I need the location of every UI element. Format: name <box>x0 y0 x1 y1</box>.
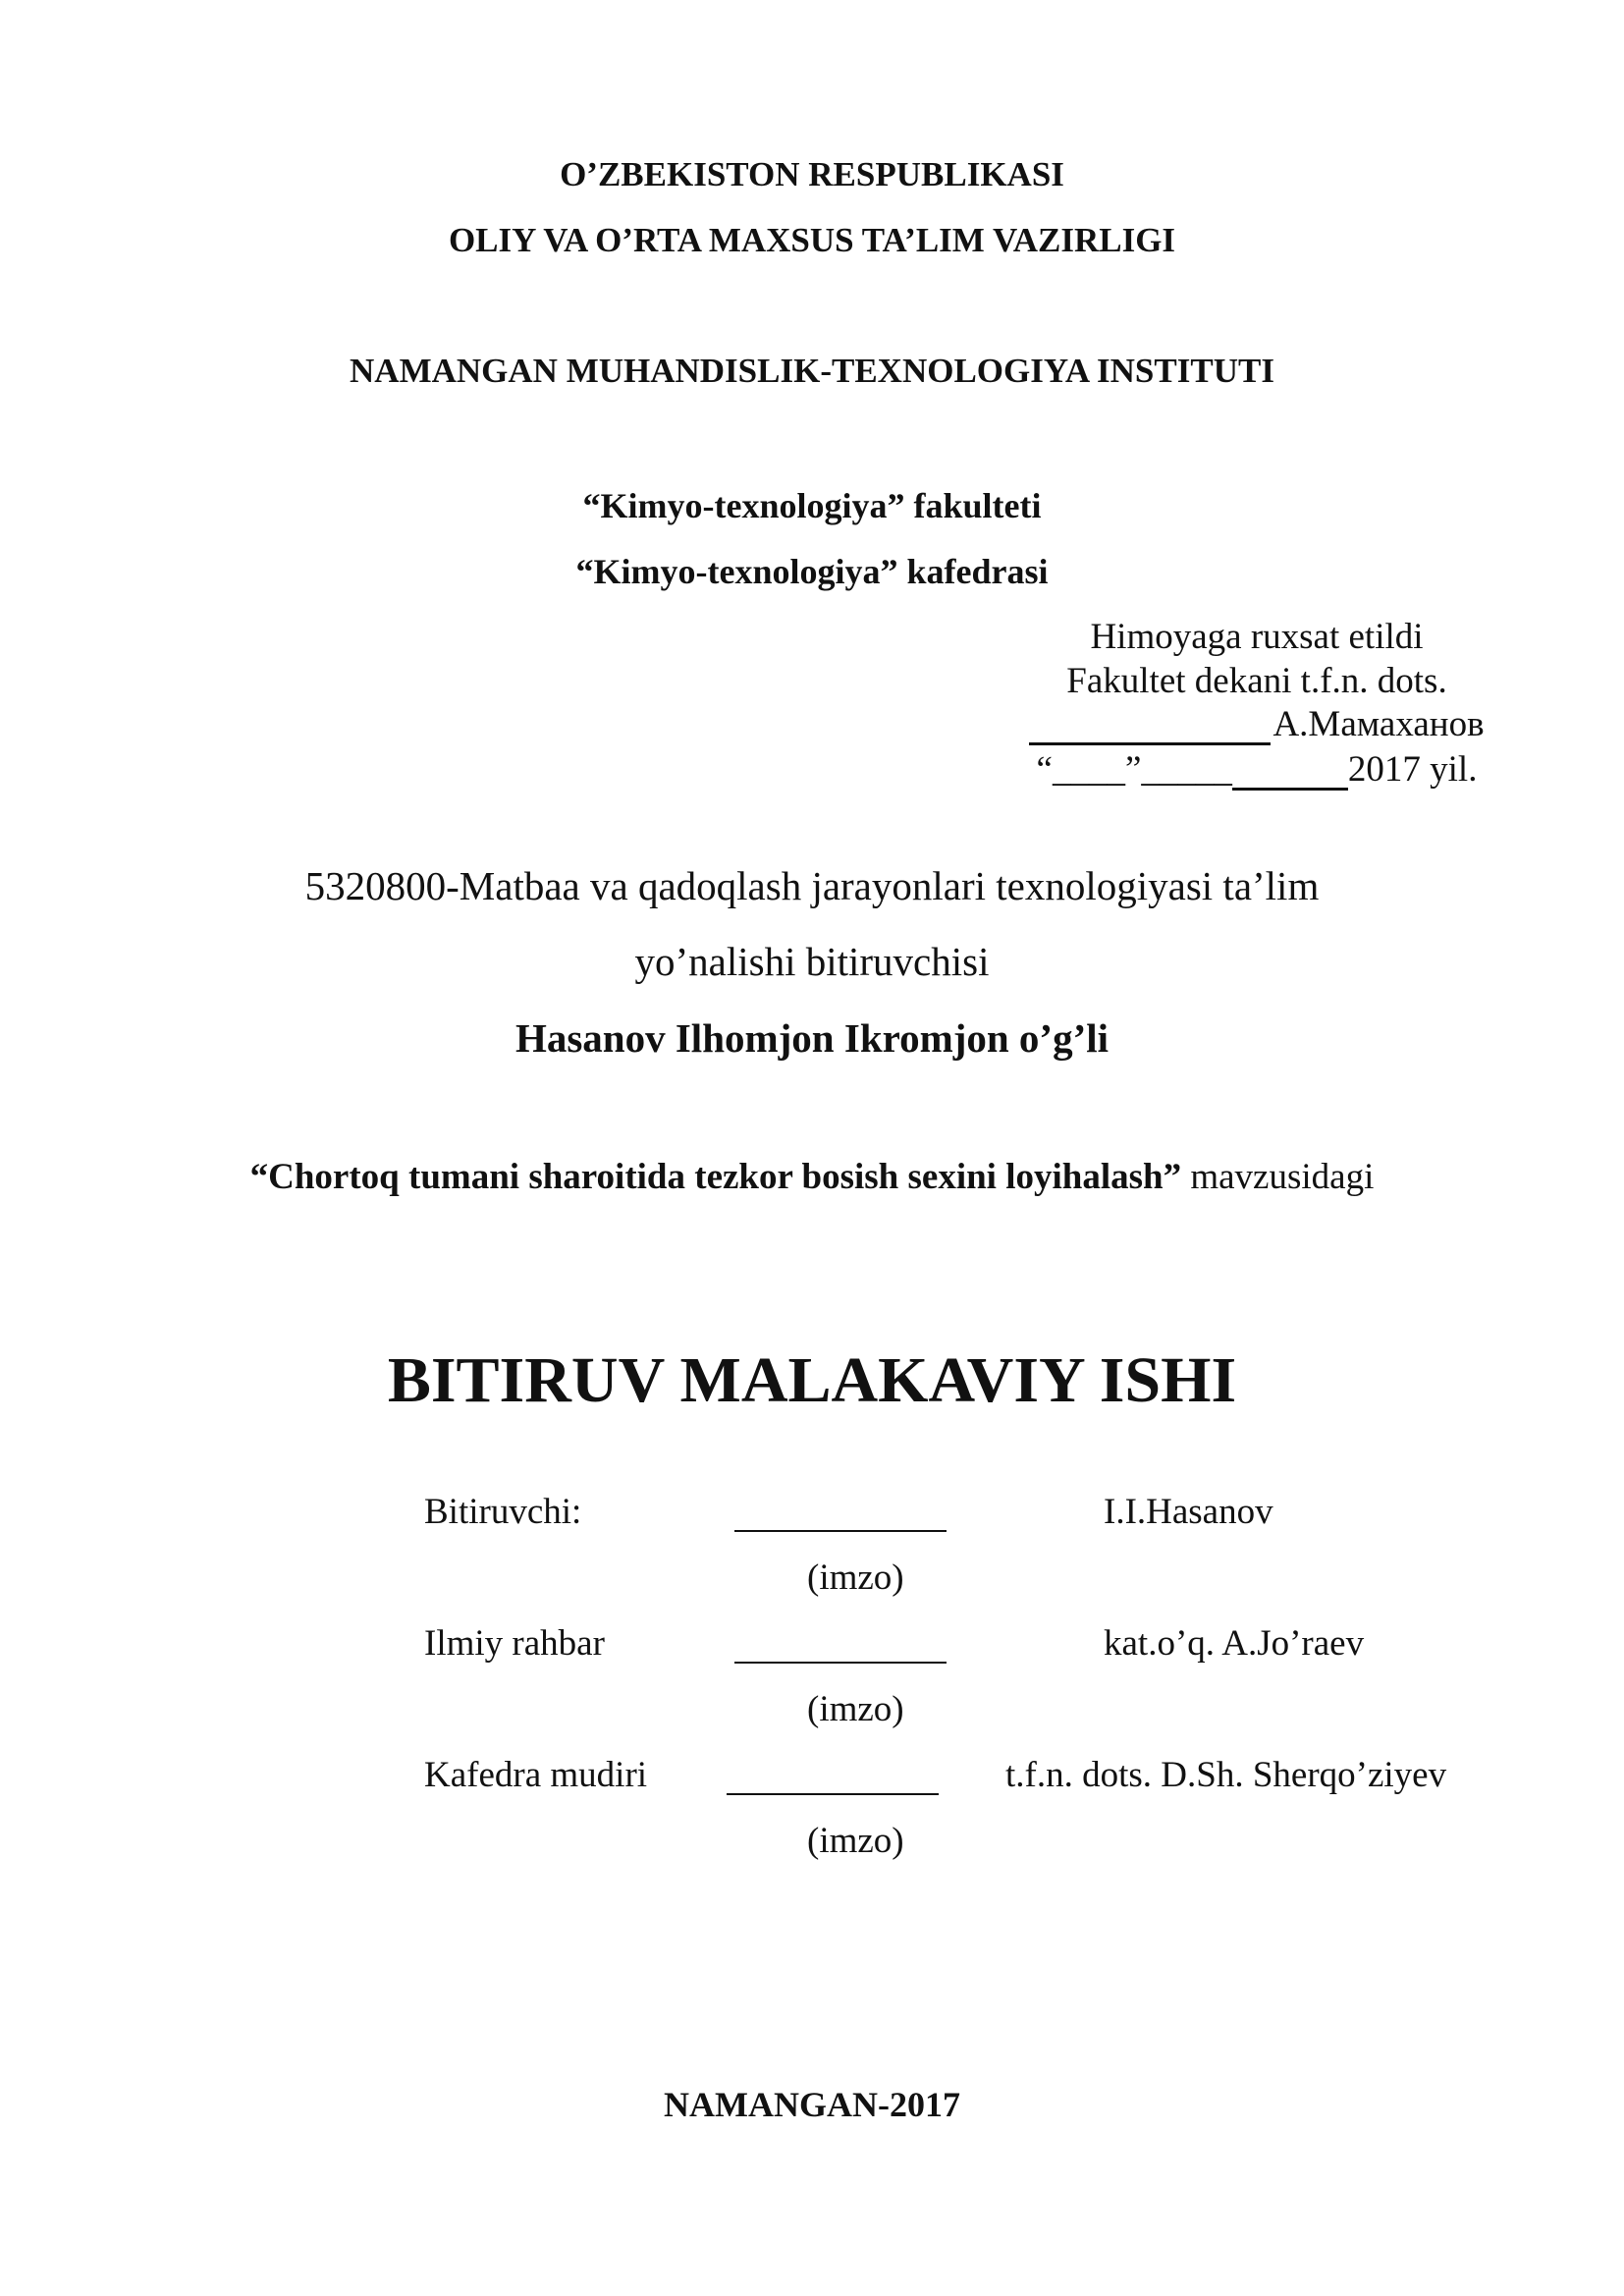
institute-heading: NAMANGAN MUHANDISLIK-TEXNOLOGIYA INSTITUTI <box>350 352 1274 390</box>
signature-row-graduate <box>0 1491 1624 1540</box>
topic-title: “Chortoq tumani sharoitida tezkor bosish sexini loyihalash” <box>249 1157 1182 1197</box>
topic-suffix: mavzusidagi <box>1181 1157 1375 1197</box>
approval-signer-line <box>1001 703 1512 745</box>
direction-line-1: 5320800-Matbaa va qadoqlash jarayonlari texnologiyasi ta’lim <box>304 863 1320 908</box>
direction-line-2: yo’nalishi bitiruvchisi <box>634 939 990 984</box>
signature-role: Kafedra mudiri <box>424 1755 648 1795</box>
signature-line <box>734 1622 947 1664</box>
ministry-heading: OLIY VA O’RTA MAXSUS TA’LIM VAZIRLIGI <box>448 221 1176 259</box>
signature-note: (imzo) <box>807 1689 904 1729</box>
date-blank-line <box>1232 752 1348 791</box>
signature-name: kat.o’q. A.Jo’raev <box>1104 1623 1365 1664</box>
approval-line-2: Fakultet dekani t.f.n. dots. <box>1066 661 1447 701</box>
topic-line <box>0 1156 1624 1198</box>
date-year: 2017 yil. <box>1347 749 1478 790</box>
signature-line <box>734 1491 947 1532</box>
student-name: Hasanov Ilhomjon Ikromjon o’g’li <box>514 1015 1110 1061</box>
country-heading: O’ZBEKISTON RESPUBLIKASI <box>560 155 1064 193</box>
signature-row-head <box>0 1754 1624 1803</box>
dean-signature-line <box>1029 705 1271 745</box>
city-year-footer: NAMANGAN-2017 <box>664 2085 960 2124</box>
approval-date-line <box>1001 748 1512 791</box>
signature-role: Bitiruvchi: <box>424 1492 582 1532</box>
signature-name: I.I.Hasanov <box>1104 1492 1273 1532</box>
approval-line-1: Himoyaga ruxsat etildi <box>1090 617 1424 657</box>
signature-name: t.f.n. dots. D.Sh. Sherqo’ziyev <box>1005 1755 1447 1795</box>
signature-note: (imzo) <box>807 1821 904 1861</box>
signature-role: Ilmiy rahbar <box>424 1623 605 1664</box>
dean-name: А.Мамаханов <box>1272 704 1485 744</box>
department-name: “Kimyo-texnologiya” kafedrasi <box>575 552 1049 591</box>
faculty-name: “Kimyo-texnologiya” fakulteti <box>582 486 1042 525</box>
date-day-month: “____”_____ <box>1036 749 1232 790</box>
signature-note: (imzo) <box>807 1558 904 1598</box>
signature-line <box>727 1754 939 1795</box>
work-title: BITIRUV MALAKAVIY ISHI <box>387 1344 1237 1416</box>
signature-row-supervisor <box>0 1622 1624 1671</box>
